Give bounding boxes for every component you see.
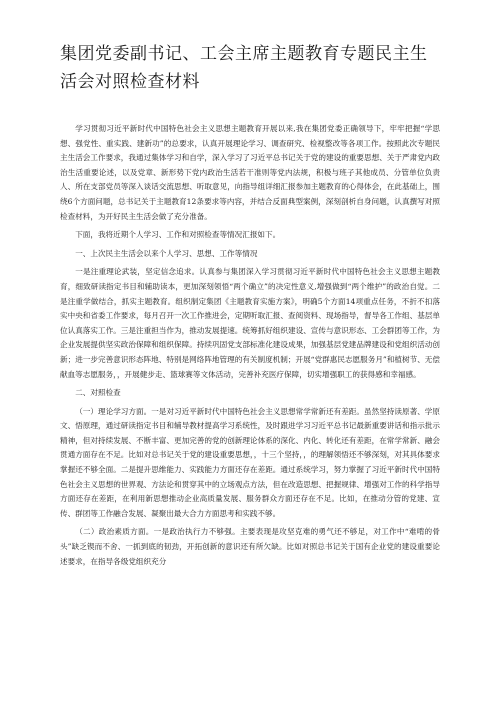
section-1-paragraph: 一是注重理论武装，坚定信念追求。认真参与集团深入学习贯彻习近平新时代中国特色社会主义思想主题教育，细致研读指定书目和辅助读本，更加深刻领悟“两个确立”的决定性意义,增强做到“两个维护”的政治自觉。二是注重学做结合，抓实主题教育。组织制定集团《主题教育实施方案》，明确5个方面14项重点任务，不折不扣落实中央和省委工作要求，每月召开一次工作推进会，定期听取汇报、查阅资料、现场指导，督导各工作组、基层单位认真落实工作。三是注重担当作为，推动发展提速。统筹抓好组织建设、宣传与意识形态、工会群团等工作，为企业发展提供坚实政治保障和组织保障。持续巩固党支部标准化建设成果，加强基层党建品牌建设和党组织活动创新；进一步完善意识形态阵地、特别是网络阵地管理的有关制度机制；开展“党群惠民志愿服务月”和植树节、无偿献血等志愿服务，，开展健步走、篮球赛等文体活动，完善补充医疗保障，切实增强职工的获得感和幸福感。 xyxy=(60,267,440,379)
intro-paragraph: 学习贯彻习近平新时代中国特色社会主义思想主题教育开展以来,我在集团党委正确领导下，牢牢把握“学思想、强党性、重实践、建新功”的总要求，认真开展理论学习、调查研究、检视整改等各项工作。按照此次专题民主生活会工作要求，我通过集体学习和自学，深入学习了习近平总书记关于党的建设的重要思想、关于严肃党内政治生活重要论述，以及党章、新形势下党内政治生活若干准则等党内法规，积极与班子其他成员、分管单位负责人、所在支部党员等深入谈话交流思想、听取意见，向指导组详细汇报参加主题教育的心得体会，在此基础上，围绕6个方面问题，总书记关于主题教育12条要求等内容，并结合反面典型案例，深刻剖析自身问题，认真撰写对照检查材料，为开好民主生活会做了充分准备。 xyxy=(60,124,440,221)
theory-study-paragraph: （一）理论学习方面。一是对习近平新时代中国特色社会主义思想常学常新还有差距。虽然坚持读原著、学原文、悟原理，通过研读指定书目和辅导教材提高学习系统性，及时跟进学习习近平总书记最新重要讲话和指示批示精神，但对持续发展、不断丰富、更加完善的党的创新理论体系的深化、内化、转化还有差距，在常学常新、融会贯通方面存在不足。比如对总书记关于党的建设重要思想，，十三个坚持，，的理解领悟还不够深刻，对其具体要求掌握还不够全面。二是提升思维能力、实践能力方面还存在差距。通过系统学习，努力掌握了习近平新时代中国特色社会主义思想的世界观、方法论和贯穿其中的立场观点方法，但在改造思想、把握规律、增强对工作的科学指导方面还存在差距，在利用新思想推动企业高质量发展、服务群众方面还存在不足。比如，在推动分管的党建、宣传、群团等工作融合发展、凝聚出最大合力方面思考和实践不够。 xyxy=(60,406,440,518)
document-title: 集团党委副书记、工会主席主题教育专题民主生活会对照检查材料 xyxy=(60,44,428,92)
section-heading-2: 二、对照检查 xyxy=(75,388,121,398)
report-lead-paragraph: 下面，我将近期个人学习、工作和对照检查等情况汇报如下。 xyxy=(75,230,281,240)
section-heading-1: 一、上次民主生活会以来个人学习、思想、工作等情况 xyxy=(75,248,258,258)
political-quality-paragraph: （二）政治素质方面。一是政治执行力不够强。主要表现是攻坚克难的勇气还不够足，对工作中“难啃的骨头”缺乏锲而不舍、一抓到底的韧劲，开拓创新的意识还有所欠缺。比如对照总书记关于国有企业党的建设重要论述要求，在指导各级党组织充分 xyxy=(60,527,440,566)
document-body xyxy=(60,122,440,569)
